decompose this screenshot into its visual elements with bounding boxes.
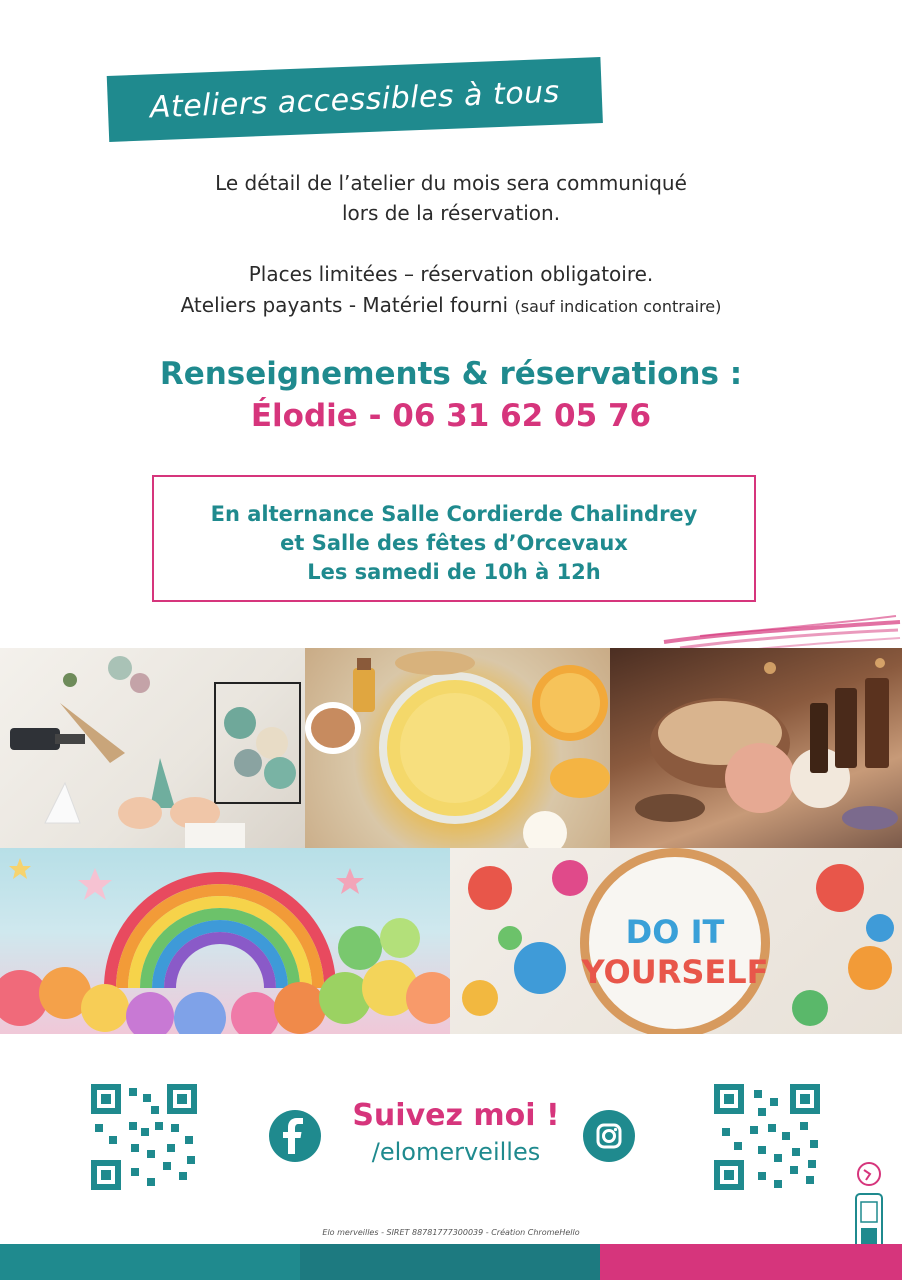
intro-line-1: Le détail de l’atelier du mois sera communiqué	[215, 171, 687, 195]
footer-bar-dark-teal	[300, 1244, 600, 1280]
intro-line-4-note: (sauf indication contraire)	[514, 297, 722, 316]
banner-title: Ateliers accessibles à tous	[149, 74, 561, 125]
intro-line-4	[0, 290, 902, 322]
venue-box	[152, 475, 756, 602]
photo-bath-bombs	[610, 648, 902, 848]
photo-craft-supplies	[0, 648, 305, 848]
venue-line-2: et Salle des fêtes d’Orcevaux	[280, 531, 628, 555]
follow-title: Suivez moi !	[352, 1098, 560, 1133]
intro-block	[0, 168, 902, 228]
footer-bar-teal	[0, 1244, 300, 1280]
venue-line-3: Les samedi de 10h à 12h	[307, 560, 601, 584]
embroidery-text-line-2: YOURSELF	[581, 953, 769, 991]
facebook-icon[interactable]	[269, 1110, 321, 1162]
footer-bar-pink	[600, 1244, 902, 1280]
intro-line-4-main: Ateliers payants - Matériel fourni	[180, 293, 509, 317]
contact-title: Renseignements & réservations :	[159, 356, 743, 392]
embroidery-text-line-1: DO IT	[625, 913, 725, 951]
qr-code-left[interactable]	[91, 1084, 197, 1190]
photo-paper-rainbow	[0, 848, 450, 1034]
intro-line-3: Places limitées – réservation obligatoire.	[248, 262, 654, 286]
qr-code-right[interactable]	[714, 1084, 820, 1190]
social-handle[interactable]: /elomerveilles	[371, 1138, 541, 1166]
instagram-icon[interactable]	[583, 1110, 635, 1162]
contact-phone[interactable]: Élodie - 06 31 62 05 76	[250, 398, 652, 434]
conditions-block	[0, 259, 902, 322]
intro-line-2: lors de la réservation.	[341, 201, 561, 225]
venue-line-1: En alternance Salle Cordierde Chalindrey	[210, 502, 698, 526]
footer-credits: Elo merveilles - SIRET 88781777300039 - Création ChromeHello	[322, 1228, 580, 1237]
photo-embroidery-hoop	[450, 848, 902, 1034]
photo-sugar-scrub	[305, 648, 610, 848]
title-banner	[107, 57, 603, 142]
